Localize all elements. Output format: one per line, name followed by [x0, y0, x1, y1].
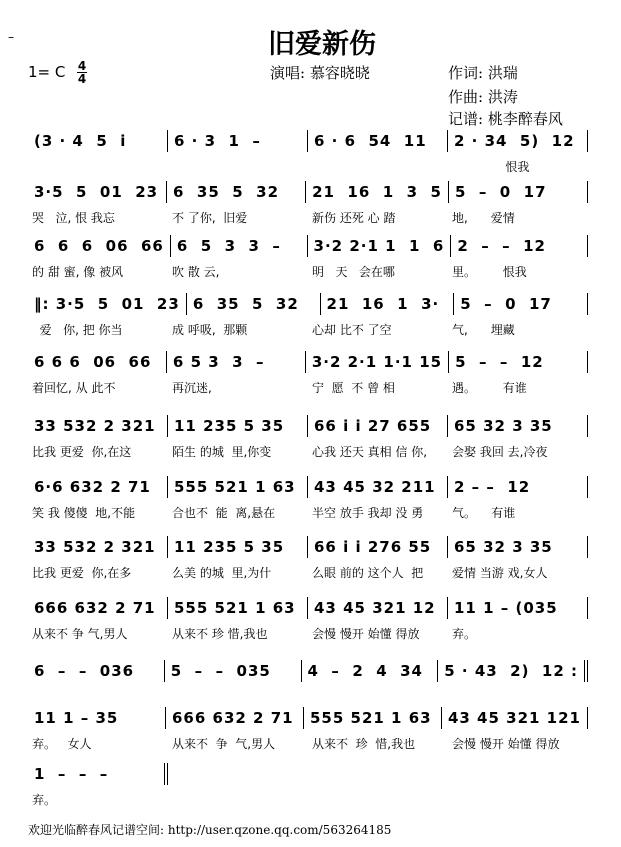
- system-6: [28, 415, 588, 460]
- measure: 555 521 1 63: [304, 707, 442, 729]
- measure: 11 235 5 35: [168, 415, 308, 437]
- lyric: 从来不 争 气,男人: [32, 627, 128, 641]
- lyric: 会慢 慢开 始懂 得放: [452, 737, 560, 751]
- lyric: 从来不 争 气,男人: [172, 737, 276, 751]
- measure: 666 632 2 71: [28, 597, 168, 619]
- system-10: [28, 660, 588, 688]
- measure: 6·6 632 2 71: [28, 476, 168, 498]
- lyric: 陌生 的城 里,你变: [172, 445, 272, 459]
- lyric: [28, 158, 168, 175]
- lyric: 恨我: [452, 160, 530, 174]
- lyric: 么美 的城 里,为什: [172, 566, 272, 580]
- lyric: 着回忆, 从 此不: [32, 381, 116, 395]
- measure: 33 532 2 321: [28, 415, 168, 437]
- lyric: 新伤 还死 心 踏: [312, 211, 396, 225]
- lyric: 会娶 我回 去,冷夜: [452, 445, 548, 459]
- lyric: 合也不 能 离,悬在: [172, 506, 276, 520]
- measure: 43 45 321 12: [308, 597, 448, 619]
- lyric: 笑 我 傻傻 地,不能: [32, 506, 136, 520]
- lyricist: 作词: 洪瑞: [448, 64, 518, 82]
- lyric: 再沉迷,: [172, 381, 212, 395]
- measure: 5 – – 12: [449, 351, 588, 373]
- measure: 6 – – 036: [28, 660, 165, 682]
- lyric: 遇。 有谁: [452, 381, 527, 395]
- lyric: 不 了你, 旧爱: [172, 211, 248, 225]
- measure: 65 32 3 35: [448, 415, 588, 437]
- system-12: [28, 763, 168, 808]
- measure: 6 5 3 3 –: [167, 351, 306, 373]
- measure: 1 – – –: [28, 763, 168, 785]
- measure: 555 521 1 63: [168, 476, 308, 498]
- measure: 33 532 2 321: [28, 536, 168, 558]
- measure: 6 35 5 32: [167, 181, 306, 203]
- system-9: [28, 597, 588, 642]
- lyric: 宁 愿 不 曾 相: [312, 381, 395, 395]
- measure: 3·5 5 01 23: [28, 181, 167, 203]
- measure: 6 · 6 54 11: [308, 130, 448, 152]
- measure: 6 · 3 1 –: [168, 130, 308, 152]
- measure: 5 – 0 17: [449, 181, 588, 203]
- lyric: 哭 泣, 恨 我忘: [32, 211, 115, 225]
- system-11: [28, 707, 588, 752]
- lyric: [168, 158, 308, 175]
- measure: 6 5 3 3 –: [171, 235, 308, 257]
- lyric: 比我 更爱 你,在这: [32, 445, 132, 459]
- singer: 演唱: 慕容晓晓: [270, 64, 370, 82]
- measure: (3 · 4 5 i: [28, 130, 168, 152]
- lyric: 明 天 会在哪: [312, 265, 395, 279]
- system-3: [28, 235, 588, 280]
- measure: 11 1 – (035: [448, 597, 588, 619]
- measure: 666 632 2 71: [166, 707, 304, 729]
- lyric: 半空 放手 我却 没 勇: [312, 506, 424, 520]
- lyric: 会慢 慢开 始懂 得放: [312, 627, 420, 641]
- measure: 3·2 2·1 1·1 15: [306, 351, 449, 373]
- measure: 2 · 34 5) 12: [448, 130, 588, 152]
- transcriber: 记谱: 桃李醉春风: [448, 110, 563, 128]
- system-2: [28, 181, 588, 226]
- lyric: 气, 埋藏: [452, 323, 515, 337]
- measure: 5 – – 035: [165, 660, 302, 682]
- time-signature: [77, 60, 87, 85]
- measure: 11 1 – 35: [28, 707, 166, 729]
- system-7: [28, 476, 588, 521]
- measure: 6 6 6 06 66: [28, 351, 167, 373]
- lyric: 的 甜 蜜, 像 被风: [32, 265, 124, 279]
- measure: 65 32 3 35: [448, 536, 588, 558]
- system-8: [28, 536, 588, 581]
- measure: 21 16 1 3·: [321, 293, 455, 315]
- composer: 作曲: 洪涛: [448, 88, 518, 106]
- lyric: 弃。 女人: [32, 737, 92, 751]
- measure: ‖: 3·5 5 01 23: [28, 293, 187, 315]
- measure: 5 – 0 17: [454, 293, 588, 315]
- lyric: 心我 还天 真相 信 你,: [312, 445, 428, 459]
- measure: 3·2 2·1 1 1 6: [308, 235, 452, 257]
- song-title: 旧爱新伤: [268, 29, 376, 60]
- dash-mark: –: [8, 30, 14, 44]
- lyric: 弃。: [452, 627, 477, 641]
- time-bottom: 4: [77, 72, 87, 86]
- measure: 6 6 6 06 66: [28, 235, 171, 257]
- lyric: 里。 恨我: [452, 265, 527, 279]
- lyric: 爱情 当游 戏,女人: [452, 566, 548, 580]
- measure: 6 35 5 32: [187, 293, 321, 315]
- lyric: 气。 有谁: [452, 506, 516, 520]
- system-1: [28, 130, 588, 175]
- measure: 66 i i 27 655: [308, 415, 448, 437]
- system-4: [28, 293, 588, 338]
- lyric: 比我 更爱 你,在多: [32, 566, 132, 580]
- system-5: [28, 351, 588, 396]
- measure: 11 235 5 35: [168, 536, 308, 558]
- measure: 66 i i 276 55: [308, 536, 448, 558]
- measure: 2 – – 12: [451, 235, 588, 257]
- lyric: 成 呼吸, 那颗: [172, 323, 248, 337]
- measure: 21 16 1 3 5: [306, 181, 449, 203]
- lyric: 从来不 珍 惜,我也: [312, 737, 416, 751]
- lyric: 爱 你, 把 你当: [32, 323, 123, 337]
- lyric: [308, 158, 448, 175]
- measure: 43 45 321 121: [442, 707, 588, 729]
- measure: 2 – – 12: [448, 476, 588, 498]
- key-signature: 1= C: [28, 63, 66, 81]
- time-top: 4: [77, 59, 87, 73]
- lyric: 从来不 珍 惜,我也: [172, 627, 268, 641]
- measure: 43 45 32 211: [308, 476, 448, 498]
- measure: 4 – 2 4 34: [302, 660, 439, 682]
- measure: 555 521 1 63: [168, 597, 308, 619]
- lyric: 么眼 前的 这个人 把: [312, 566, 424, 580]
- measure: 5 · 43 2) 12 :: [438, 660, 588, 682]
- lyric: 弃。: [32, 793, 57, 807]
- lyric: 地, 爱情: [452, 211, 515, 225]
- footer-link: 欢迎光临醉春风记谱空间: http://user.qzone.qq.com/563264185: [28, 823, 392, 837]
- lyric: 吹 散 云,: [172, 265, 220, 279]
- lyric: 心却 比不 了空: [312, 323, 392, 337]
